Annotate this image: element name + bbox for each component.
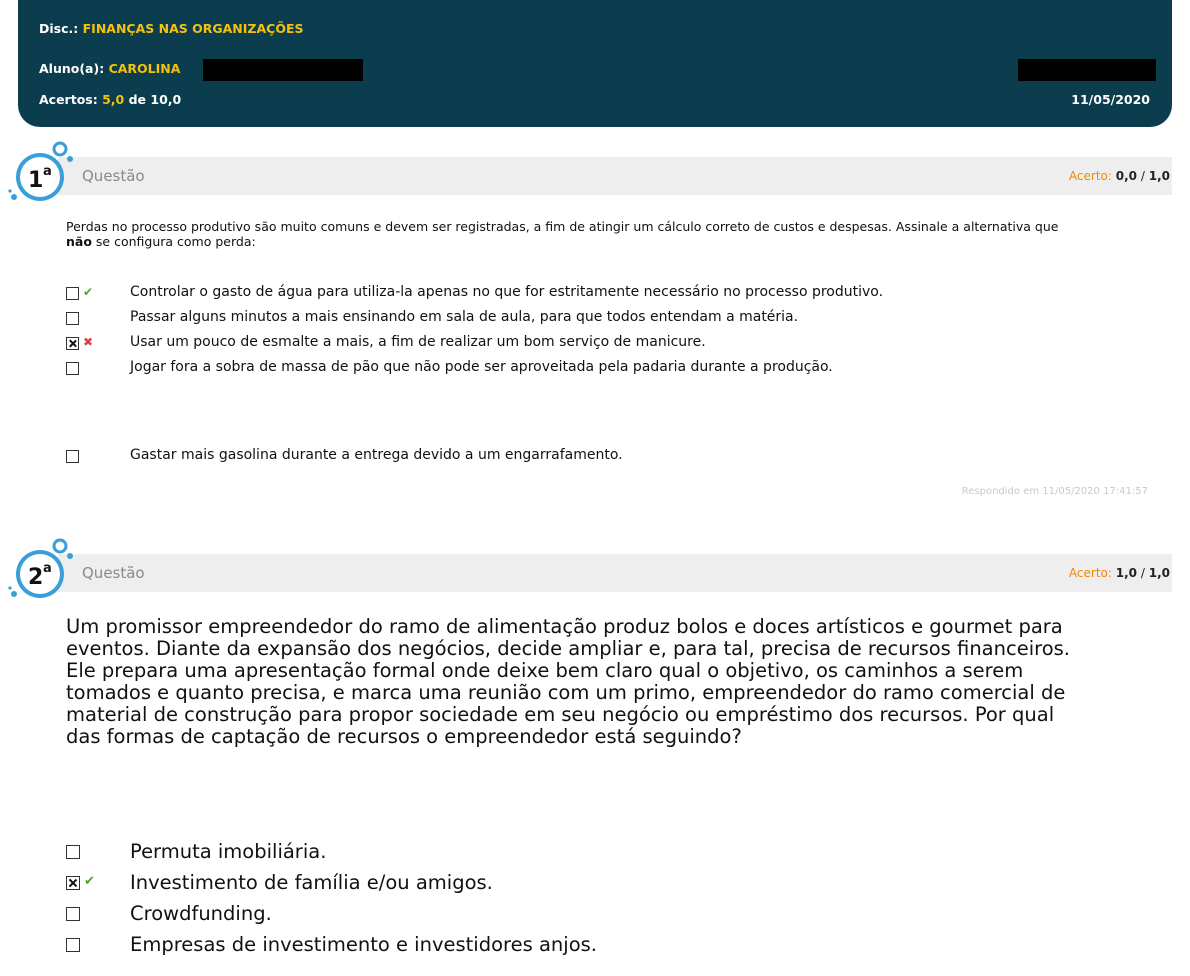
- question-1-title: Questão: [82, 167, 145, 185]
- question-1-score-value: 0,0: [1115, 169, 1138, 183]
- question-2-text: Um promissor empreendedor do ramo de alimentação produz bolos e doces artísticos e gourmet para eventos. Diante da expansão dos negócios, decide ampliar e, para tal, precisa de recursos financeiros. Ele prepara uma apresentação formal onde deixe bem claro qual o objetivo, os caminhos a serem tomados e quanto precisa, e marca uma reunião com um primo, empreendedor do ramo comercial de material de construção para propor sociedade em seu negócio ou empréstimo dos recursos. Por qual das formas de captação de recursos o empreendedor está seguindo?: [66, 615, 1070, 748]
- option-text: Usar um pouco de esmalte a mais, a fim de realizar um bom serviço de manicure.: [130, 334, 706, 350]
- option-checkbox[interactable]: [66, 907, 80, 921]
- question-1-sup: a: [43, 164, 52, 179]
- question-2-score-label: Acerto:: [1068, 566, 1112, 580]
- question-2-title: Questão: [82, 564, 145, 582]
- question-1-text-bold: não: [66, 234, 92, 249]
- option-checkbox[interactable]: [66, 287, 79, 300]
- option-checkbox[interactable]: [66, 938, 80, 952]
- question-1-bar: [58, 157, 1172, 195]
- exam-header: [18, 0, 1172, 127]
- option-text: Permuta imobiliária.: [130, 840, 327, 863]
- score-value: 5,0: [102, 92, 125, 107]
- option-checkbox-checked[interactable]: [66, 876, 80, 890]
- option-text: Controlar o gasto de água para utiliza-la apenas no que for estritamente necessário no processo produtivo.: [130, 284, 884, 300]
- option-checkbox-checked[interactable]: [66, 337, 79, 350]
- redacted-surname: [203, 59, 363, 81]
- question-1-score-sep: /: [1140, 169, 1145, 183]
- score-row: [39, 92, 181, 107]
- option-checkbox[interactable]: [66, 312, 79, 325]
- question-1-score-label: Acerto:: [1068, 169, 1112, 183]
- score-total: de 10,0: [128, 92, 182, 107]
- option-text: Passar alguns minutos a mais ensinando em sala de aula, para que todos entendam a matéria.: [130, 309, 799, 325]
- check-icon: ✔: [83, 285, 94, 299]
- option-checkbox[interactable]: [66, 450, 79, 463]
- question-1-score: [1069, 169, 1170, 183]
- student-label: Aluno(a):: [39, 61, 105, 76]
- option-text: Jogar fora a sobra de massa de pão que não pode ser aproveitada pela padaria durante a produção.: [130, 359, 833, 375]
- option-checkbox[interactable]: [66, 845, 80, 859]
- question-2-sup: a: [43, 561, 52, 576]
- redacted-id: [1018, 59, 1156, 81]
- question-2-score: [1069, 566, 1170, 580]
- cross-icon: ✖: [83, 335, 94, 349]
- answered-timestamp: Respondido em 11/05/2020 17:41:57: [961, 486, 1148, 497]
- question-2-score-value: 1,0: [1115, 566, 1138, 580]
- question-1-text-after: se configura como perda:: [91, 234, 256, 249]
- discipline-value: FINANÇAS NAS ORGANIZAÇÕES: [82, 21, 304, 36]
- question-2-number: 2: [28, 565, 44, 590]
- exam-date: 11/05/2020: [1071, 92, 1150, 107]
- question-1-score-total: 1,0: [1148, 169, 1170, 183]
- discipline-row: [39, 21, 303, 36]
- student-row: [39, 61, 180, 76]
- option-text: Investimento de família e/ou amigos.: [130, 871, 493, 894]
- question-1-number-badge: [4, 135, 78, 209]
- question-1-text: [66, 219, 1076, 249]
- option-text: Gastar mais gasolina durante a entrega devido a um engarrafamento.: [130, 447, 623, 463]
- question-2-score-sep: /: [1140, 566, 1145, 580]
- student-name: CAROLINA: [108, 61, 181, 76]
- check-icon: ✔: [84, 874, 95, 889]
- question-2-number-badge: [4, 532, 78, 606]
- score-label: Acertos:: [39, 92, 98, 107]
- question-2-score-total: 1,0: [1148, 566, 1170, 580]
- option-text: Empresas de investimento e investidores anjos.: [130, 933, 597, 956]
- question-2-bar: [58, 554, 1172, 592]
- discipline-label: Disc.:: [39, 21, 79, 36]
- option-checkbox[interactable]: [66, 362, 79, 375]
- question-1-number: 1: [28, 168, 44, 193]
- option-text: Crowdfunding.: [130, 902, 272, 925]
- question-1-text-before: Perdas no processo produtivo são muito comuns e devem ser registradas, a fim de atingir um cálculo correto de custos e despesas. Assinale a alternativa que: [66, 219, 1059, 234]
